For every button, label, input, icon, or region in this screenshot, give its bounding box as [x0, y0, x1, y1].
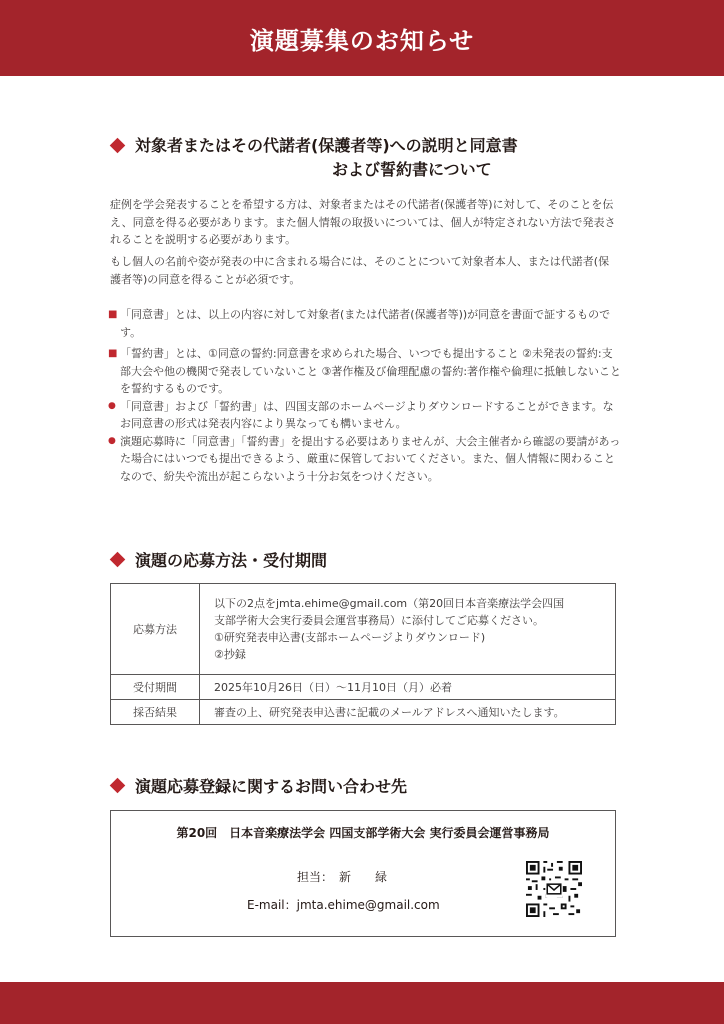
page-footer	[0, 982, 724, 1024]
table-row-value: 2025年10月26日（日）～11月10日（月）必着	[200, 675, 616, 700]
application-table	[110, 583, 616, 725]
dot-bullet-icon: ●	[108, 400, 116, 411]
table-row-label: 採否結果	[111, 700, 200, 725]
contact-organization: 第20回 日本音楽療法学会 四国支部学術大会 実行委員会運営事務局	[176, 826, 550, 840]
table-row-label: 受付期間	[111, 675, 200, 700]
table-row-value: 以下の2点をjmta.ehime@gmail.com（第20回日本音楽療法学会四国 支部学術大会実行委員会運営事務局）に添付してご応募ください。 ①研究発表申込書(支部ホームページよりダウンロード) ②抄録	[200, 584, 616, 675]
section-heading-line1: 対象者またはその代諾者(保護者等)への説明と同意書	[135, 136, 518, 155]
table-row-value: 審査の上、研究発表申込書に記載のメールアドレスへ通知いたします。	[200, 700, 616, 725]
section-heading-apply: 演題の応募方法・受付期間	[110, 548, 327, 571]
contact-box	[110, 810, 616, 937]
square-bullet-icon: ■	[108, 309, 118, 320]
list-item: ■ 「同意書」とは、以上の内容に対して対象者(または代諾者(保護者等))が同意を書面で証するものです。	[108, 306, 622, 341]
contact-email[interactable]: E-mail：jmta.ehime@gmail.com	[247, 898, 440, 912]
list-item: ● 「同意書」および「誓約書」は、四国支部のホームページよりダウンロードすることができます。なお同意書の形式は発表内容により異なっても構いません。	[108, 398, 622, 433]
table-row	[111, 675, 616, 700]
dot-bullet-icon: ●	[108, 435, 116, 446]
table-row-label: 応募方法	[111, 584, 200, 675]
page-title: 演題募集のお知らせ	[249, 26, 475, 55]
list-item: ● 演題応募時に「同意書」「誓約書」を提出する必要はありませんが、大会主催者から確認の要請があった場合にはいつでも提出できるよう、厳重に保管しておいてください。また、個人情報に関わることなので、紛失や流出が起こらないよう十分お気をつけください。	[108, 433, 622, 486]
qr-code-icon[interactable]	[526, 861, 582, 917]
contact-person: 担当： 新 緑	[297, 870, 388, 884]
consent-bullet-list	[108, 306, 622, 485]
section-heading-line2: および誓約書について	[332, 160, 492, 179]
diamond-bullet-icon	[110, 138, 126, 154]
intro-paragraph-1: 症例を学会発表することを希望する方は、対象者またはその代諾者(保護者等)に対して、そのことを伝え、同意を得る必要があります。また個人情報の取扱いについては、個人が特定されない方法で発表されることを説明する必要があります。	[110, 198, 616, 246]
intro-paragraph-2: もし個人の名前や姿が発表の中に含まれる場合には、そのことについて対象者本人、または代諾者(保護者等)の同意を得ることが必須です。	[110, 255, 610, 286]
table-row	[111, 700, 616, 725]
section-heading-consent	[110, 134, 518, 182]
diamond-bullet-icon	[110, 552, 126, 568]
table-row	[111, 584, 616, 675]
section-heading-contact: 演題応募登録に関するお問い合わせ先	[110, 774, 407, 797]
page-header	[0, 0, 724, 76]
square-bullet-icon: ■	[108, 348, 118, 359]
list-item: ■ 「誓約書」とは、①同意の誓約:同意書を求められた場合、いつでも提出すること ②未発表の誓約:支部大会や他の機関で発表していないこと ③著作権及び倫理配慮の誓約:著作権や倫理に抵触しないことを誓約するものです。	[108, 345, 622, 398]
diamond-bullet-icon	[110, 778, 126, 794]
